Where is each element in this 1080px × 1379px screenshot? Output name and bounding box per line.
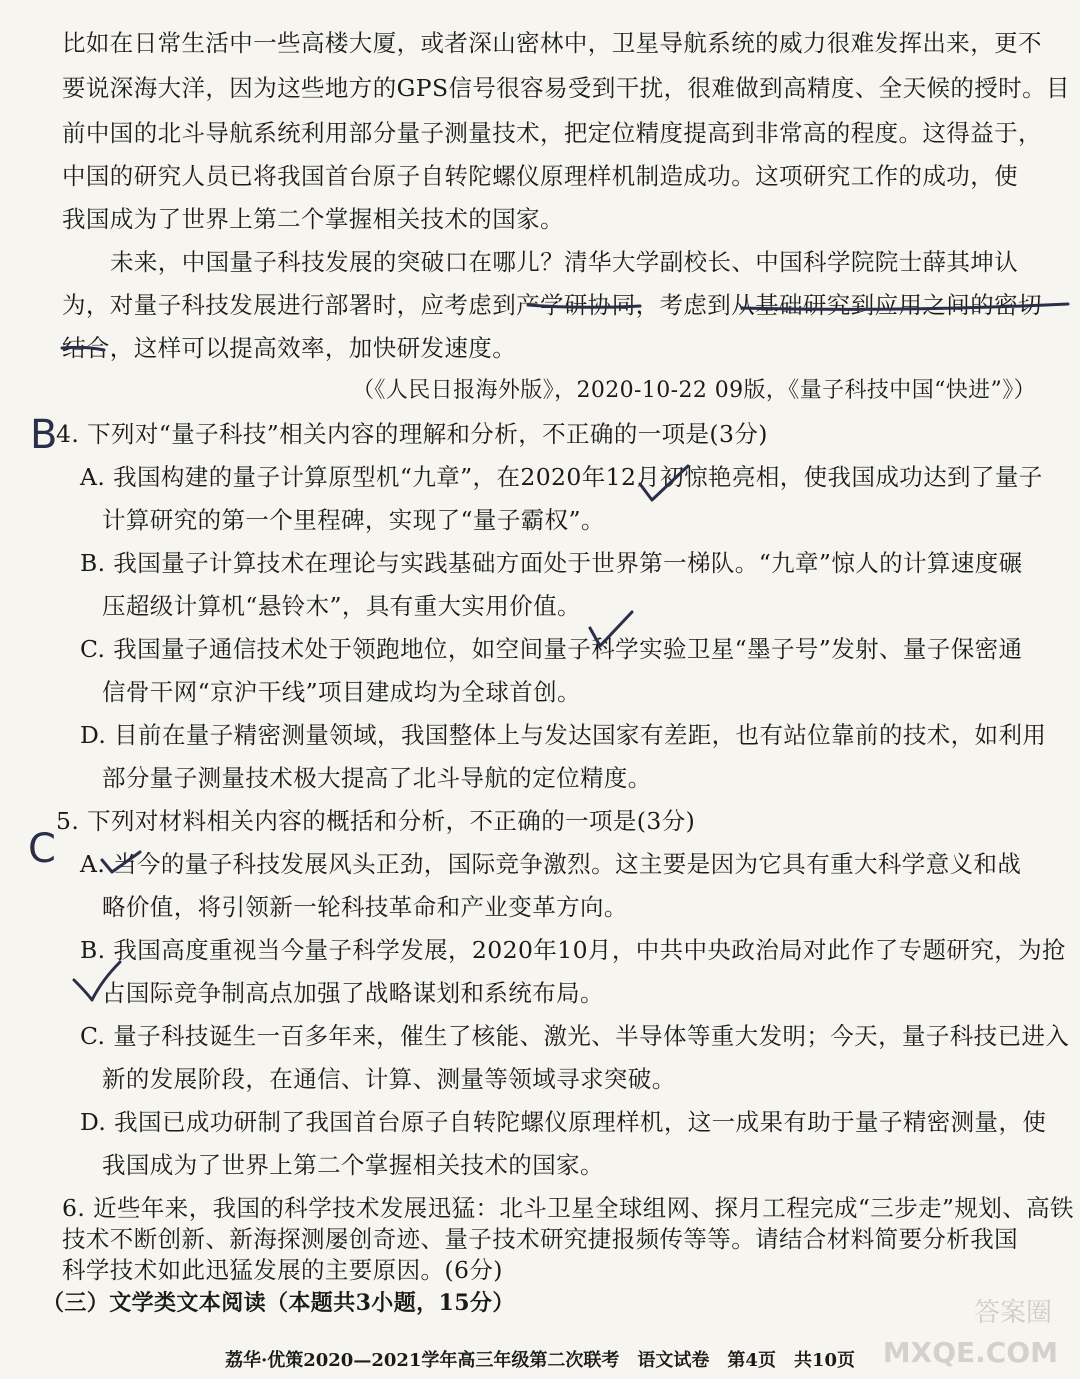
q4-option-d-cont: 部分量子测量技术极大提高了北斗导航的定位精度。 bbox=[102, 764, 652, 792]
paragraph-line: 要说深海大洋，因为这些地方的GPS信号很容易受到干扰，很难做到高精度、全天候的授时。目 bbox=[62, 74, 1070, 102]
question-5-stem: 5. 下列对材料相关内容的概括和分析，不正确的一项是(3分) bbox=[56, 807, 696, 835]
handwritten-answer-c: C bbox=[28, 826, 56, 872]
handwritten-answer-b: B bbox=[30, 412, 58, 458]
paragraph-line: 我国成为了世界上第二个掌握相关技术的国家。 bbox=[62, 205, 564, 233]
checkmark-icon bbox=[102, 852, 140, 872]
checkmark-icon bbox=[590, 612, 632, 646]
q4-option-c-cont: 信骨干网“京沪干线”项目建成均为全球首创。 bbox=[102, 678, 581, 706]
paragraph-line: 比如在日常生活中一些高楼大厦，或者深山密林中，卫星导航系统的威力很难发挥出来，更不 bbox=[62, 29, 1042, 57]
q5-option-a-cont: 略价值，将引领新一轮科技革命和产业变革方向。 bbox=[102, 893, 628, 921]
q5-option-c-cont: 新的发展阶段，在通信、计算、测量等领域寻求突破。 bbox=[102, 1065, 676, 1093]
q5-option-b: B. 我国高度重视当今量子科学发展，2020年10月，中共中央政治局对此作了专题研究，为抢 bbox=[80, 936, 1066, 964]
watermark bbox=[882, 1282, 1062, 1374]
question-6-line: 技术不断创新、新海探测屡创奇迹、量子技术研究捷报频传等等。请结合材料简要分析我国 bbox=[62, 1225, 1018, 1253]
q5-option-b-cont: 占国际竞争制高点加强了战略谋划和系统布局。 bbox=[102, 979, 604, 1007]
q4-option-c: C. 我国量子通信技术处于领跑地位，如空间量子科学实验卫星“墨子号”发射、量子保密通 bbox=[80, 635, 1023, 663]
q5-option-a: A. 当今的量子科技发展风头正劲，国际竞争激烈。这主要是因为它具有重大科学意义和战 bbox=[80, 850, 1022, 878]
watermark-line1: 答案圈 bbox=[973, 1298, 1052, 1328]
q5-option-d-cont: 我国成为了世界上第二个掌握相关技术的国家。 bbox=[102, 1151, 604, 1179]
paragraph-line: 中国的研究人员已将我国首台原子自转陀螺仪原理样机制造成功。这项研究工作的成功，使 bbox=[62, 162, 1018, 190]
question-6-line: 科学技术如此迅猛发展的主要原因。(6分) bbox=[62, 1256, 503, 1284]
pen-underline bbox=[528, 305, 640, 307]
page-footer: 荔华·优策2020—2021学年高三年级第二次联考 语文试卷 第4页 共10页 bbox=[224, 1350, 856, 1371]
paragraph-line: 结合，这样可以提高效率，加快研发速度。 bbox=[62, 334, 517, 362]
q5-option-d: D. 我国已成功研制了我国首台原子自转陀螺仪原理样机，这一成果有助于量子精密测量，使 bbox=[80, 1108, 1047, 1136]
q4-option-a: A. 我国构建的量子计算原型机“九章”，在2020年12月初惊艳亮相，使我国成功达到了量子 bbox=[80, 463, 1043, 491]
watermark-line2: MXQE.COM bbox=[882, 1336, 1058, 1369]
paragraph-line: 为，对量子科技发展进行部署时，应考虑到产学研协同，考虑到从基础研究到应用之间的密切 bbox=[62, 291, 1042, 319]
checkmark-icon bbox=[74, 962, 120, 1000]
q4-option-a-cont: 计算研究的第一个里程碑，实现了“量子霸权”。 bbox=[102, 506, 605, 534]
question-6-line: 6. 近些年来，我国的科学技术发展迅猛：北斗卫星全球组网、探月工程完成“三步走”规划、高铁 bbox=[62, 1194, 1074, 1222]
section-heading: （三）文学类文本阅读（本题共3小题，15分） bbox=[42, 1290, 515, 1316]
source-citation: （《人民日报海外版》，2020-10-22 09版，《量子科技中国“快进”》） bbox=[352, 378, 1036, 403]
pen-underline bbox=[742, 304, 1068, 309]
paragraph-line: 前中国的北斗导航系统利用部分量子测量技术，把定位精度提高到非常高的程度。这得益于， bbox=[62, 119, 1042, 147]
checkmark-icon bbox=[640, 466, 688, 500]
pen-underline bbox=[62, 347, 104, 350]
question-4-stem: 4. 下列对“量子科技”相关内容的理解和分析，不正确的一项是(3分) bbox=[56, 420, 768, 448]
q4-option-b-cont: 压超级计算机“悬铃木”，具有重大实用价值。 bbox=[102, 592, 581, 620]
q4-option-d: D. 目前在量子精密测量领域，我国整体上与发达国家有差距，也有站位靠前的技术，如利用 bbox=[80, 721, 1047, 749]
q5-option-c: C. 量子科技诞生一百多年来，催生了核能、激光、半导体等重大发明；今天，量子科技已进入 bbox=[80, 1022, 1070, 1050]
paragraph-line: 未来，中国量子科技发展的突破口在哪儿？清华大学副校长、中国科学院院士薛其坤认 bbox=[110, 248, 1019, 276]
q4-option-b: B. 我国量子计算技术在理论与实践基础方面处于世界第一梯队。“九章”惊人的计算速度碾 bbox=[80, 549, 1023, 577]
